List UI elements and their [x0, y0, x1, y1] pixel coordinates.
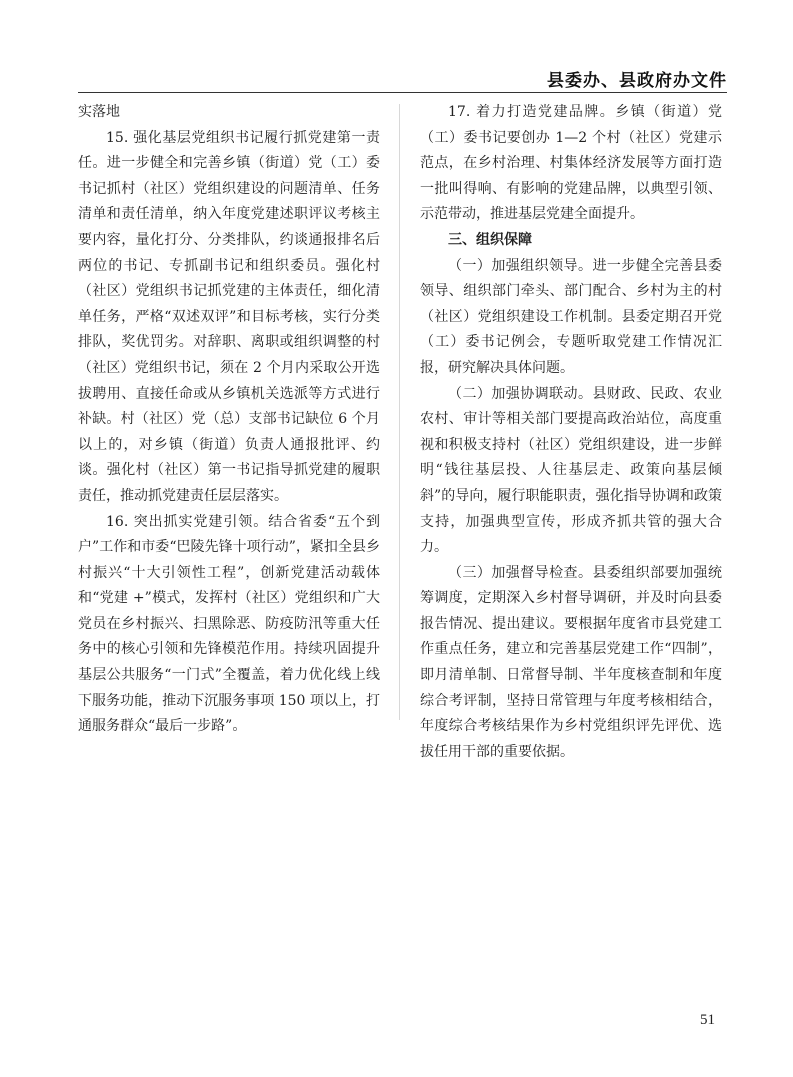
section-heading: 三、组织保障: [448, 231, 532, 248]
header-rule: [78, 92, 727, 93]
continuation-text: 实落地: [78, 104, 120, 120]
paragraph-item-17: 17. 着力打造党建品牌。乡镇（街道）党（工）委书记要创办 1—2 个村（社区）党建示范点，在乡村治理、村集体经济发展等方面打造一批叫得响、有影响的党建品牌，以典型引领、示范带动，推进基层党建全面提升。: [420, 104, 722, 223]
paragraph-item-16: 16. 突出抓实党建引领。结合省委“五个到户”工作和市委“巴陵先锋十项行动”，紧扣全县乡村振兴“十大引领性工程”，创新党建活动载体和“党建 +”模式，发挥村（社区）党组织和广大党员在乡村振兴、扫黑除恶、防疫防汛等重大任务中的核心引领和先锋模范作用。持续巩固提升基层公共服务“一门式”全覆盖，着力优化线上线下服务功能，推动下沉服务事项 150 项以上，打通服务群众“最后一步路”。: [78, 513, 380, 735]
header-title: 县委办、县政府办文件: [547, 71, 727, 91]
left-column: [78, 100, 380, 740]
page-number: 51: [700, 1012, 715, 1028]
paragraph-coordination: （二）加强协调联动。县财政、民政、农业农村、审计等相关部门要提高政治站位，高度重视和积极支持村（社区）党组织建设，进一步鲜明“钱往基层投、人往基层走、政策向基层倾斜”的导向，履行职能职责，强化指导协调和政策支持，加强典型宣传，形成齐抓共管的强大合力。: [420, 385, 722, 556]
paragraph-organization-leadership: （一）加强组织领导。进一步健全完善县委领导、组织部门牵头、部门配合、乡村为主的村（社区）党组织建设工作机制。县委定期召开党（工）委书记例会，专题听取党建工作情况汇报，研究解决具体问题。: [420, 257, 722, 376]
column-divider: [399, 104, 400, 720]
paragraph-supervision: （三）加强督导检查。县委组织部要加强统筹调度，定期深入乡村督导调研，并及时向县委报告情况、提出建议。要根据年度省市县党建工作重点任务，建立和完善基层党建工作“四制”，即月清单制、日常督导制、半年度核查制和年度综合考评制，坚持日常管理与年度考核相结合，年度综合考核结果作为乡村党组织评先评优、选拔任用干部的重要依据。: [420, 564, 722, 760]
paragraph-item-15: 15. 强化基层党组织书记履行抓党建第一责任。进一步健全和完善乡镇（街道）党（工）委书记抓村（社区）党组织建设的问题清单、任务清单和责任清单，纳入年度党建述职评议考核主要内容，量化打分、分类排队，约谈通报排名后两位的书记、专抓副书记和组织委员。强化村（社区）党组织书记抓党建的主体责任，细化清单任务，严格“双述双评”和目标考核，实行分类排队，奖优罚劣。对辞职、离职或组织调整的村（社区）党组织书记，须在 2 个月内采取公开选拔聘用、直接任命或从乡镇机关选派等方式进行补缺。村（社区）党（总）支部书记缺位 6 个月以上的，对乡镇（街道）负责人通报批评、约谈。强化村（社区）第一书记指导抓党建的履职责任，推动抓党建责任层层落实。: [78, 129, 380, 504]
right-column: [420, 100, 722, 765]
